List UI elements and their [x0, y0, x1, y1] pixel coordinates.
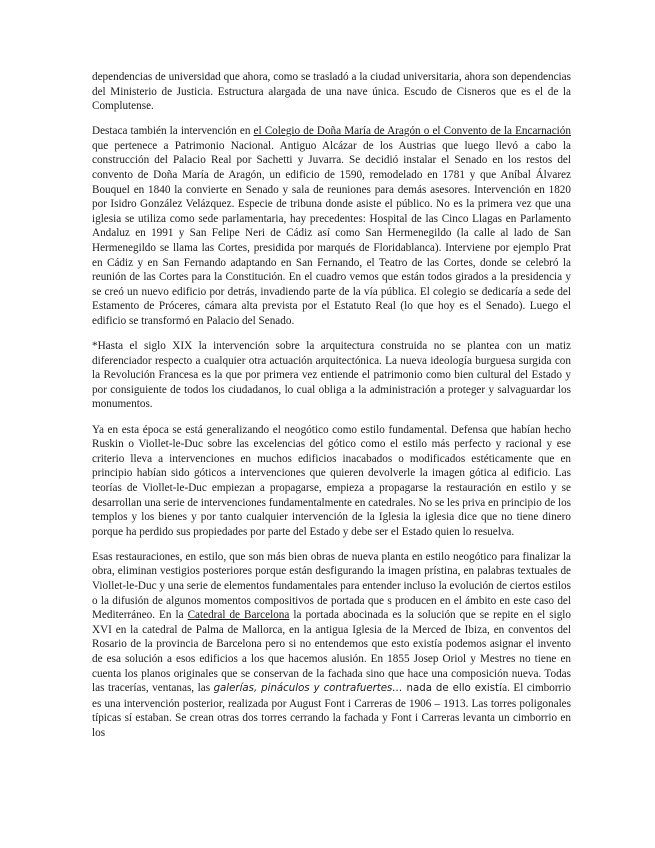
paragraph-5	[92, 550, 571, 741]
paragraph-5-text-end: ía. El cimborrio es una intervención posterior, realizada por August Font i Carreras de 1906 – 1913. Las torres poligonales típicas sí estaban. Se crean otras dos torres cerrando la fachada y Font i Carreras levanta un cimborrio en los	[92, 682, 571, 739]
document-page	[92, 70, 571, 751]
paragraph-5-text-middle: la portada abocinada es la solución que se repite en el siglo XVI en la catedral de Palma de Mallorca, en la antigua Iglesia de la Merced de Ibiza, en conventos del Rosario de la provincia de Barcelona pero si no entendemos que esto existía podemos asignar el invento de esa solución a esos edificios a los que hacemos alusión. En 1855 Josep Oriol y Mestres no tiene en cuenta los planos originales que se conservan de la fachada sino que hace una composición nueva. Todas las tracerías, ventanas, las	[92, 609, 571, 695]
paragraph-5-alt-fragment: nada de ello exist	[402, 683, 499, 695]
paragraph-2-text-start: Destaca también la intervención en	[92, 125, 254, 138]
paragraph-2-text-end: que pertenece a Patrimonio Nacional. Antiguo Alcázar de los Austrias que luego llevó a cabo la construcción del Palacio Real por Sachetti y Juvarra. Se decidió instalar el Senado en los restos del convento de Doña María de Aragón, un edificio de 1590, remodelado en 1781 y que Aníbal Álvarez Bouquel en 1840 la convierte en Senado y sala de reuniones para demás asesores. Intervención en 1820 por Isidro González Velázquez. Especie de tribuna donde asiste el público. No es la primera vez que una iglesia se utiliza como sede parlamentaria, hay precedentes: Hospital de las Cinco Llagas en Parlamento Andaluz en 1991 y San Felipe Neri de Cádiz así como San Hermenegildo (la calle al lado de San Hermenegildo se llama las Cortes, presidida por marqués de Floridablanca). Interviene por ejemplo Prat en Cádiz y en San Fernando adaptando en San Fernando, el Teatro de las Cortes, donde se celebró la reunión de las Cortes para la Constitución. En el cuadro vemos que están todos girados a la presidencia y se creó un nuevo edificio por detrás, invadiendo parte de la vía pública. El colegio se dedicaría a sede del Estamento de Próceres, cámara alta prevista por el Estatuto Real (lo que hoy es el Senado). Luego el edificio se transformó en Palacio del Senado.	[92, 139, 571, 327]
link-catedral-de-barcelona[interactable]: Catedral de Barcelona	[187, 609, 290, 622]
paragraph-1: dependencias de universidad que ahora, como se trasladó a la ciudad universitaria, ahora son dependencias del Ministerio de Justicia. Estructura alargada de una nave única. Escudo de Cisneros que es el de la Complutense.	[92, 71, 571, 113]
paragraph-5-text-start: Esas restauraciones, en estilo, que son más bien obras de nueva planta en estilo neogótico para finalizar la obra, eliminan vestigios posteriores porque están desfigurando la imagen prístina, en palabras textuales de Viollet-le-Duc y una serie de elementos fundamentales para entender incluso la evolución de ciertos estilos o la difusión de algunos momentos compositivos de portada que s producen en el ámbito en este caso del Mediterráneo. En la	[92, 550, 571, 622]
paragraph-3: *Hasta el siglo XIX la intervención sobre la arquitectura construida no se plantea con un matiz diferenciador respecto a cualquier otra actuación arquitectónica. La nueva ideología burguesa surgida con la Revolución Francesa es la que por primera vez entiende el patrimonio como bien cultural del Estado y por consiguiente de todos los ciudadanos, lo cual obliga a la administración a proteger y salvaguardar los monumentos.	[92, 340, 571, 411]
paragraph-2	[92, 124, 571, 328]
link-colegio-dona-maria-de-aragon[interactable]: el Colegio de Doña María de Aragón o el Convento de la Encarnación	[253, 125, 571, 138]
paragraph-4: Ya en esta época se está generalizando el neogótico como estilo fundamental. Defensa que habían hecho Ruskin o Viollet-le-Duc sobre las excelencias del gótico como el estilo más perfecto y racional y ese criterio lleva a intervenciones en muchos edificios inacabados o modificados estéticamente que en principio habían sido góticos a intervenciones que quieren devolverle la imagen gótica al edificio. Las teorías de Viollet-le-Duc empiezan a propagarse, empieza a propagarse la restauración en estilo y se desarrollan una serie de intervenciones fundamentalmente en catedrales. No se les priva en principio de los templos y los bienes y por tanto cualquier intervención de la Iglesia la iglesia dice que no tiene dinero porque ha perdido sus propiedades por parte del Estado y debe ser el Estado quien lo resuelva.	[92, 423, 572, 538]
paragraph-5-italic-fragment: galerías, pináculos y contrafuertes…	[213, 683, 403, 695]
